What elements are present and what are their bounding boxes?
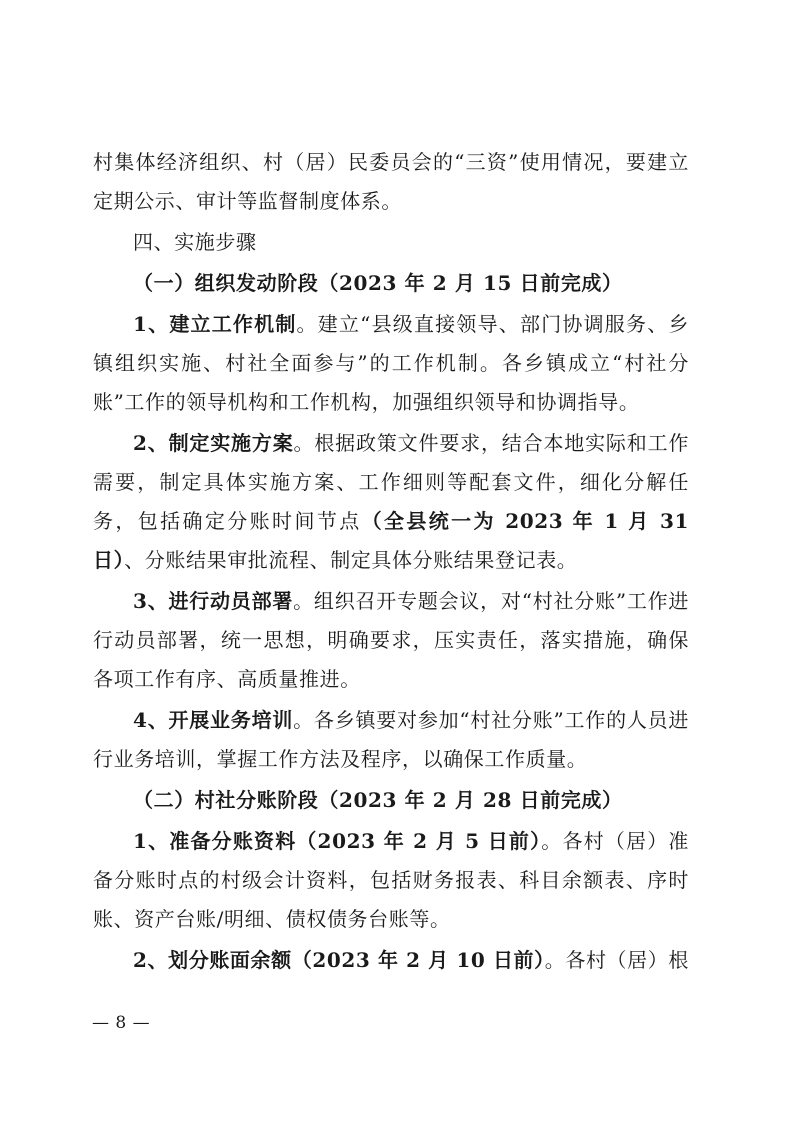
text-run: 村集体经济组织、村（居）民委员会的“三资”使用情况，要建立定期公示、审计等监督制度体系。	[93, 150, 689, 213]
bold-text-run: 1、建立工作机制	[133, 312, 297, 336]
paragraph	[93, 822, 689, 939]
bold-text-run: （全县统一为 2023 年 1 月 31 日）	[93, 509, 689, 572]
paragraph	[93, 701, 689, 779]
paragraph	[93, 305, 689, 422]
paragraph	[93, 582, 689, 699]
text-run: 。组织召开专题会议，对“村社分账”工作进行动员部署，统一思想，明确要求，压实责任，落实措施，确保各项工作有序、高质量推进。	[93, 589, 690, 691]
text-run: 、分账结果审批流程、制定具体分账结果登记表。	[124, 548, 578, 572]
bold-text-run: 4、开展业务培训	[133, 708, 294, 732]
bold-text-run: 2、划分账面余额（2023 年 2 月 10 日前）	[133, 948, 545, 972]
paragraph	[93, 781, 689, 820]
bold-text-run: （一）组织发动阶段（2023 年 2 月 15 日前完成）	[133, 271, 623, 295]
document-body	[93, 143, 689, 982]
bold-text-run: 2、制定实施方案	[133, 431, 294, 455]
text-run: 。各村（居）根	[544, 948, 689, 972]
paragraph	[93, 424, 689, 580]
bold-text-run: 1、准备分账资料（2023 年 2 月 5 日前）	[133, 829, 542, 853]
paragraph	[93, 941, 689, 980]
text-run: 。各村（居）准备分账时点的村级会计资料，包括财务报表、科目余额表、序时账、资产台账/明细、债权债务台账等。	[93, 829, 689, 931]
text-run: 。根据政策文件要求，结合本地实际和工作需要，制定具体实施方案、工作细则等配套文件，细化分解任务，包括确定分账时间节点	[93, 431, 689, 533]
bold-text-run: （二）村社分账阶段（2023 年 2 月 28 日前完成）	[133, 788, 623, 812]
bold-text-run: 3、进行动员部署	[133, 589, 294, 613]
paragraph	[93, 223, 689, 262]
text-run: 四、实施步骤	[133, 230, 257, 254]
text-run: 。各乡镇要对参加“村社分账”工作的人员进行业务培训，掌握工作方法及程序，以确保工作质量。	[93, 708, 690, 771]
page-number: — 8 —	[92, 1013, 151, 1033]
text-run: 。建立“县级直接领导、部门协调服务、乡镇组织实施、村社全面参与”的工作机制。各乡镇成立“村社分账”工作的领导机构和工作机构，加强组织领导和协调指导。	[93, 312, 690, 414]
paragraph	[93, 264, 689, 303]
paragraph	[93, 143, 689, 221]
